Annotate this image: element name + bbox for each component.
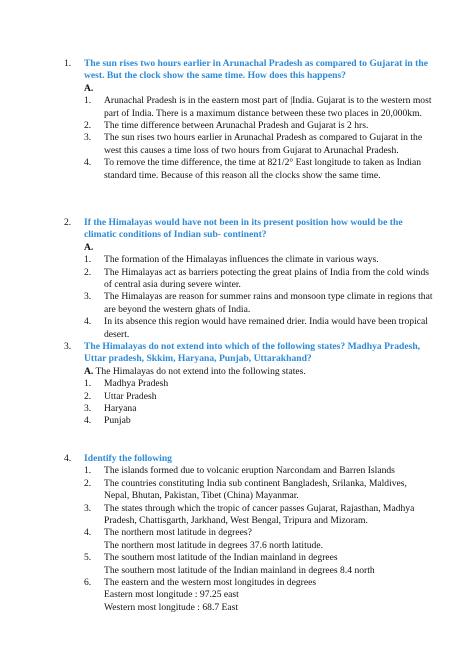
answer-label: A. The Himalayas do not extend into the following states. xyxy=(84,365,306,377)
question-text: If the Himalayas would have not been in its present position how would be the climatic conditions of Indian sub- continent? xyxy=(84,217,403,241)
question-number: 1. xyxy=(64,58,72,69)
list-item: 5. The southern most latitude of the Indian mainland in degrees The southern most latitude of the Indian mainland in degrees 8.4 north xyxy=(84,552,375,576)
list-item: 2. The countries constituting India sub continent Bangladesh, Srilanka, Maldives, Nepal, Bhutan, Pakistan, Tibet (China) Mayanmar. xyxy=(84,477,407,502)
answer-list xyxy=(84,378,434,428)
question-text: The Himalayas do not extend into which of the following states? Madhya Pradesh, Uttar pradesh, Skkim, Haryana, Punjab, Uttarakhand? xyxy=(84,341,421,365)
list-item: 1. Madhya Pradesh xyxy=(84,378,169,390)
question-4 xyxy=(64,453,434,614)
list-item: 2. The Himalayas act as barriers potecting the great plains of India from the cold winds of central asia during severe winter. xyxy=(84,266,430,291)
list-item: 1. The islands formed due to volcanic eruption Narcondam and Barren Islands xyxy=(84,465,395,477)
list-item: 2. Uttar Pradesh xyxy=(84,390,157,402)
list-item: 4. To remove the time difference, the time at 821/2° East longitude to taken as Indian standard time. Because of this reason all the clocks show the same time. xyxy=(84,157,422,181)
answer-list xyxy=(84,465,434,614)
list-item: 3. The sun rises two hours earlier in Arunachal Pradesh as compared to Gujarat in the west this causes a time loss of two hours from Gujarat to Arunachal Pradesh. xyxy=(84,132,423,156)
answer-list xyxy=(84,254,434,341)
list-item: 3. Haryana xyxy=(84,403,137,415)
question-text: Identify the following xyxy=(84,453,172,464)
list-item: 4. In its absence this region would have remained drier. India would have been tropical desert. xyxy=(84,316,428,340)
list-item: 3. The Himalayas are reason for summer rains and monsoon type climate in regions that are beyond the western ghats of India. xyxy=(84,291,433,315)
list-item: 4. The northern most latitude in degrees? The northern most latitude in degrees 37.6 north latitude. xyxy=(84,527,324,551)
answer-label: A. xyxy=(84,241,94,253)
question-number: 2. xyxy=(64,217,72,228)
list-item: 2. The time difference between Arunachal Pradesh and Gujarat is 2 hrs. xyxy=(84,120,369,132)
answer-label: A. xyxy=(84,82,94,94)
list-item: 4. Punjab xyxy=(84,415,131,427)
list-item: 1. Arunachal Pradesh is in the eastern most part of |India. Gujarat is to the western most part of India. There is a maximum distance between these two places in 20,000km. xyxy=(84,95,432,119)
question-2 xyxy=(64,217,434,341)
question-1 xyxy=(64,58,434,182)
answer-list xyxy=(84,95,434,182)
question-number: 4. xyxy=(64,453,72,464)
list-item: 3. The states through which the tropic of cancer passes Gujarat, Rajasthan, Madhya Pradesh, Chattisgarth, Jarkhand, West Bengal, Tripura and Mizoram. xyxy=(84,502,415,527)
question-number: 3. xyxy=(64,341,72,352)
list-item: 6. The eastern and the western most longitudes in degrees Eastern most longitude : 97.25 east Western most longitude : 68.7 East xyxy=(84,577,317,613)
question-3 xyxy=(64,341,434,428)
list-item: 1. The formation of the Himalayas influences the climate in various ways. xyxy=(84,254,379,266)
question-text: The sun rises two hours earlier in Arunachal Pradesh as compared to Gujarat in the west. But the clock show the same time. How does this happens? xyxy=(84,58,428,82)
